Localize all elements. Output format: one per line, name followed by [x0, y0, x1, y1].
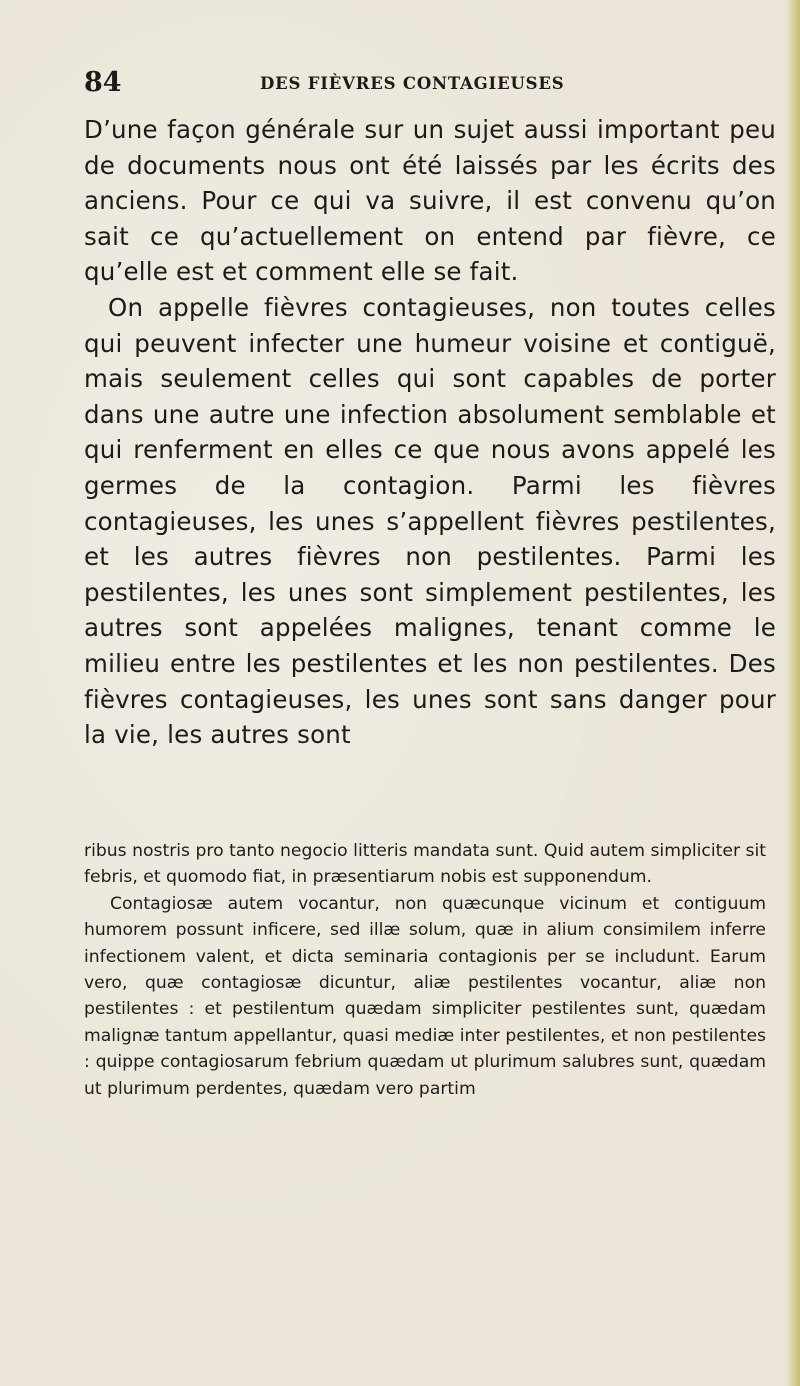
french-paragraph-1: D’une façon générale sur un sujet aussi important peu de documents nous ont été laissés par les écrits des anciens. Pour ce qui va suivre, il est convenu qu’on sait ce qu’actuellement on entend par fièvre, ce qu’elle est et comment elle se fait. — [84, 115, 776, 287]
french-translation — [84, 112, 776, 753]
latin-paragraph-2: Contagiosæ autem vocantur, non quæcunque vicinum et contiguum humorem possunt inficere, sed illæ solum, quæ in alium consimilem inferre infectionem valent, et dicta seminaria contagionis per se includunt. Earum vero, quæ contagiosæ dicuntur, aliæ pestilentes vocantur, aliæ non pestilentes : et pestilentum quædam simpliciter pestilentes sunt, quædam malignæ tantum appellantur, quasi mediæ inter pestilentes, et non pestilentes : quippe contagiosarum febrium quædam ut plurimum salubres sunt, quædam ut plurimum perdentes, quædam vero partim — [84, 893, 766, 1099]
page-edge — [786, 0, 800, 1386]
page-header — [84, 66, 724, 100]
latin-paragraph-1: ribus nostris pro tanto negocio litteris mandata sunt. Quid autem simpliciter sit febris, et quomodo fiat, in præsentiarum nobis est supponendum. — [84, 841, 766, 888]
french-paragraph-2: On appelle fièvres contagieuses, non toutes celles qui peuvent infecter une humeur voisine et contiguë, mais seulement celles qui sont capables de porter dans une autre une infection absolument semblable et qui renferment en elles ce que nous avons appelé les germes de la contagion. Parmi les fièvres contagieuses, les unes s’appellent fièvres pestilentes, et les autres fièvres non pestilentes. Parmi les pestilentes, les unes sont simplement pestilentes, les autres sont appelées malignes, tenant comme le milieu entre les pestilentes et les non pestilentes. Des fièvres contagieuses, les unes sont sans danger pour la vie, les autres sont — [84, 292, 776, 750]
page-number: 84 — [84, 67, 122, 98]
running-title: DES FIÈVRES CONTAGIEUSES — [260, 74, 565, 93]
latin-original — [84, 838, 766, 1102]
